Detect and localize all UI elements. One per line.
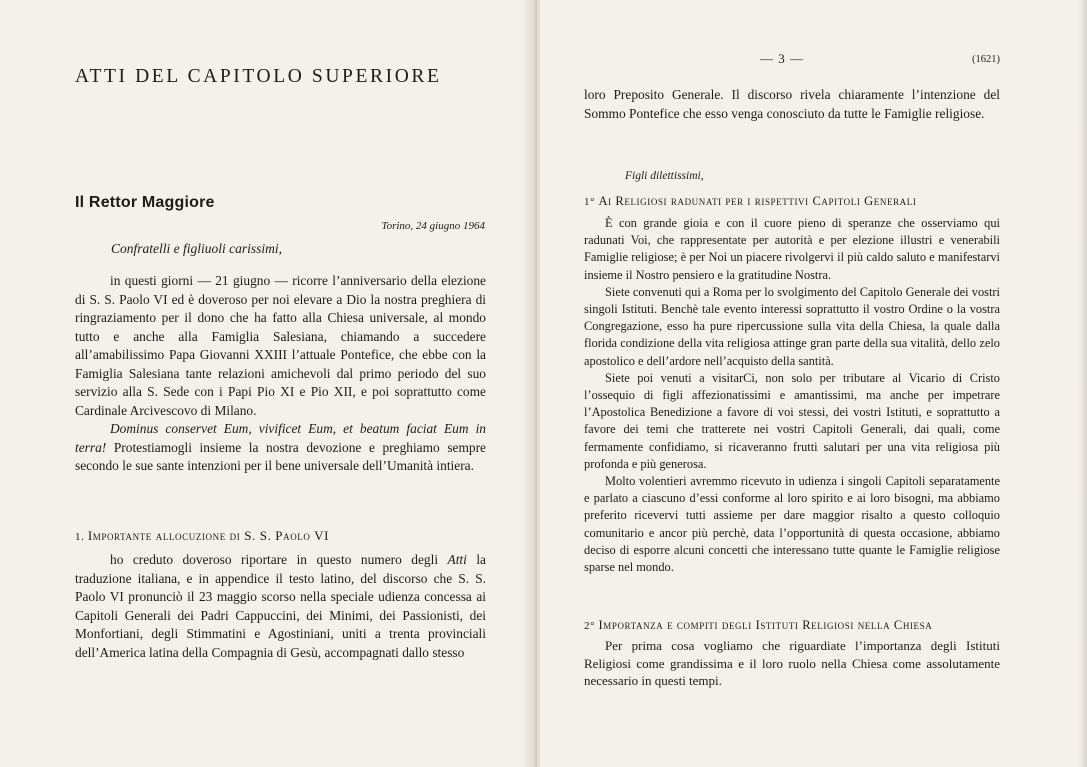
section-heading-1: [584, 194, 916, 209]
atti-italic: Atti: [447, 552, 467, 567]
section-heading-1: [75, 528, 329, 544]
latin-acclamation: Dominus conservet Eum, vivificet Eum, et beatum faciat Eum in terra!: [75, 421, 486, 455]
right-page: [540, 0, 1087, 767]
dateline: Torino, 24 giugno 1964: [381, 220, 485, 232]
left-body-top: [75, 272, 486, 476]
paragraph-text: Protestiamogli insieme la nostra devozione e preghiamo sempre secondo le sue sante intenzioni per il bene universale dell’Umanità intiera.: [75, 439, 486, 473]
section-title-text: Importanza e compiti degli Istituti Religiosi nella Chiesa: [598, 618, 933, 632]
page-edge: [1079, 0, 1087, 767]
page-number: — 3 —: [760, 51, 804, 66]
paragraph: loro Preposito Generale. Il discorso rivela chiaramente l’intenzione del Sommo Pontefice che esso venga conosciuto da tutte le Famiglie religiose.: [584, 87, 1000, 121]
right-body-bottom: [584, 637, 1000, 690]
paragraph: Siete poi venuti a visitarCi, non solo per tributare al Vicario di Cristo l’ossequio di figli affezionatissimi e amantissimi, ma anche per impetrare l’Apostolica Benedizione a favore di voi stessi, dei vostri Istituti, e soprattutto a favore dei temi che tratterete nei vostri Capitoli Generali, dai quali, come fermamente confidiamo, si ricaveranno frutti salutari per una vita religiosa più profonda e più generosa.: [584, 370, 1000, 471]
section-title: ATTI DEL CAPITOLO SUPERIORE: [75, 66, 442, 87]
right-body-top: [584, 86, 1000, 123]
right-body-middle: [584, 215, 1000, 576]
section-heading-2: [584, 618, 932, 633]
rettor-maggiore-heading: Il Rettor Maggiore: [75, 194, 215, 211]
left-page: [0, 0, 536, 767]
page-code: (1621): [972, 54, 1000, 65]
paragraph: [75, 420, 486, 476]
paragraph: È con grande gioia e con il cuore pieno di speranze che osserviamo qui radunati Voi, che rappresentate per autorità e per elezione illustri e venerabili Famiglie religiose; è per Noi un piacere rivolgervi il più caldo saluto e manifestarvi insieme il Nostro pensiero e la gratitudine Nostra.: [584, 216, 1000, 282]
section-title-text: Ai Religiosi radunati per i rispettivi Capitoli Generali: [598, 194, 917, 208]
paragraph-text: ho creduto doveroso riportare in questo numero degli: [110, 552, 448, 567]
section-number: 2°: [584, 620, 596, 632]
section-title-text: Importante allocuzione di S. S. Paolo VI: [87, 528, 330, 543]
section-number: 1.: [75, 531, 85, 543]
paragraph: Per prima cosa vogliamo che riguardiate l’importanza degli Istituti Religiosi come grandissima e il loro ruolo nella Chiesa come assolutamente necessario in questi tempi.: [584, 638, 1000, 689]
paragraph: Molto volentieri avremmo ricevuto in udienza i singoli Capitoli separatamente e parlato a ciascuno d’essi conforme al loro spirito e ai loro bisogni, ma abbiamo preferito ricevervi tutti assieme per dare maggior risalto a questo colloquio comunitario e ancor più perchè, data l’opportunità di questa occasione, abbiamo deciso di esporre alcuni concetti che interessano tutte quante le Famiglie religiose sparse nel mondo.: [584, 474, 1000, 575]
paragraph: in questi giorni — 21 giugno — ricorre l’anniversario della elezione di S. S. Paolo VI ed è doveroso per noi elevare a Dio la nostra preghiera di ringraziamento per il dono che ha fatto alla Chiesa universale, al mondo tutto e anche alla Famiglia Salesiana, chiamando a succedere all’amabilissimo Papa Giovanni XXIII l’attuale Pontefice, che ebbe con la Famiglia Salesiana tante relazioni amichevoli dal primo periodo del suo servizio alla S. Sede con i Papi Pio XI e Pio XII, e poi soprattutto come Cardinale Arcivescovo di Milano.: [75, 273, 486, 418]
left-body-bottom: [75, 551, 486, 662]
paragraph: [75, 551, 486, 662]
section-number: 1°: [584, 196, 596, 208]
paragraph-text: la traduzione italiana, e in appendice il testo latino, del discorso che S. S. Paolo VI pronunciò il 23 maggio scorso nella speciale udienza concessa ai Capitoli Generali dei Padri Cappuccini, dei Minimi, dei Passionisti, dei Monfortiani, degli Stimmatini e Agostiniani, uniti a trenta provinciali dell’America latina della Compagnia di Gesù, accompagnati dallo stesso: [75, 552, 486, 660]
salutation: Figli dilettissimi,: [625, 170, 704, 182]
salutation: Confratelli e figliuoli carissimi,: [111, 241, 283, 256]
paragraph: Siete convenuti qui a Roma per lo svolgimento del Capitolo Generale dei vostri singoli Istituti. Benchè tale evento interessi soprattutto il vostro Ordine o la vostra Congregazione, esso ha pure ripercussione sulla vita della Chiesa, la quale dalla florida condizione della vita religiosa attinge gran parte della sua vitalità, dello zelo apostolico e dell’ardore nell’acquisto della santità.: [584, 284, 1000, 368]
